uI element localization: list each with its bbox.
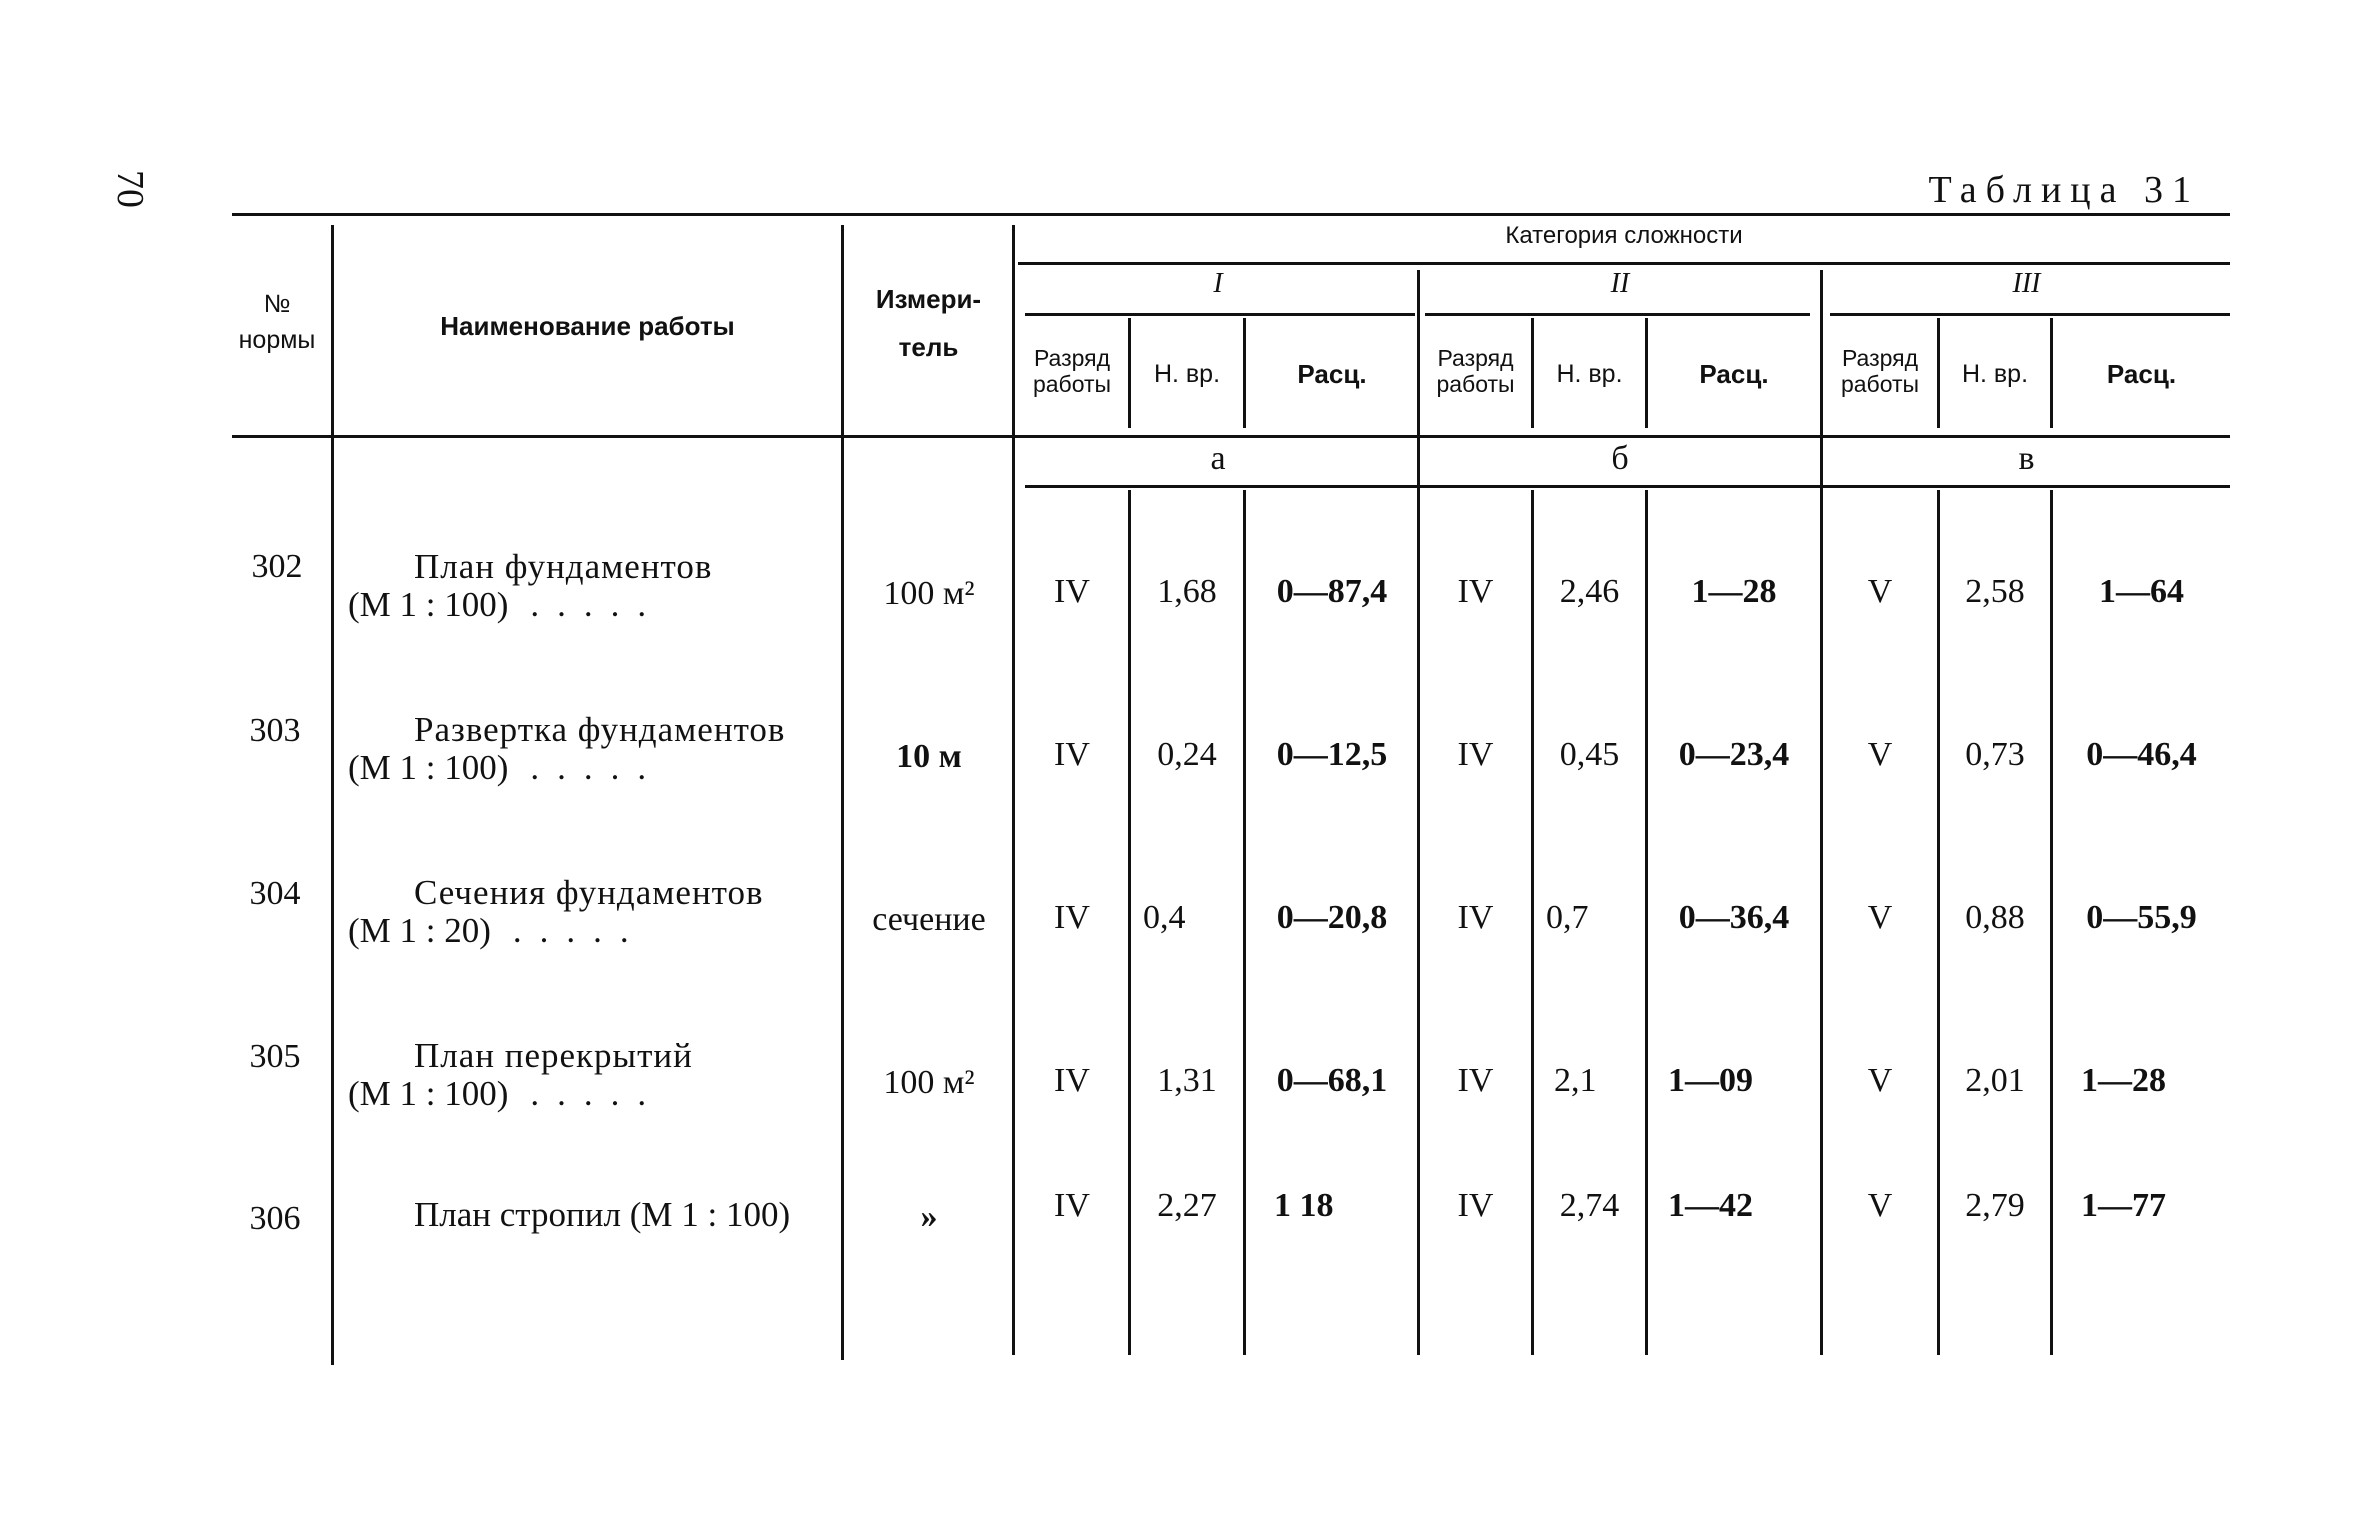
row-306-g1-time: 2,27 (1157, 1187, 1217, 1224)
row-302-g1-rate: 0—87,4 (1276, 573, 1388, 610)
group-letter-3: в (2018, 440, 2035, 477)
row-303-g3-time: 0,73 (1965, 736, 2025, 773)
row-305-g2-rate: 1—09 (1668, 1062, 1753, 1099)
row-302-name: План фундаментов (М 1 : 100) ..... (348, 547, 713, 624)
subheader-rule (1025, 485, 2230, 488)
row-302-no: 302 (251, 548, 303, 585)
row-304-name: Сечения фундаментов (М 1 : 20) ..... (348, 873, 764, 950)
col-rank-2: Разряд работы (1436, 345, 1515, 397)
row-305-g1-rate: 0—68,1 (1276, 1062, 1388, 1099)
group-letter-1: а (1210, 440, 1226, 477)
divider-unit-category (1012, 225, 1015, 1355)
row-305-no: 305 (249, 1038, 301, 1075)
row-306-g1-rate: 1 18 (1274, 1187, 1334, 1224)
row-305-g3-time: 2,01 (1965, 1062, 2025, 1099)
col-rank-3: Разряд работы (1840, 345, 1920, 397)
col-rate-2: Расц. (1699, 359, 1769, 389)
row-303-g2-rank: IV (1457, 736, 1494, 773)
row-304-g2-time: 0,7 (1546, 899, 1589, 936)
group-letter-2: б (1611, 440, 1629, 477)
group-rule-1 (1025, 313, 1415, 316)
row-305-g1-time: 1,31 (1157, 1062, 1217, 1099)
row-306-g3-time: 2,79 (1965, 1187, 2025, 1224)
row-304-no: 304 (249, 875, 301, 912)
group-roman-1: I (1213, 268, 1223, 299)
row-304-g3-rank: V (1867, 899, 1893, 936)
divider-name-unit (841, 225, 844, 1360)
col-time-3: Н. вр. (1961, 360, 2029, 388)
group-rule-3 (1830, 313, 2230, 316)
row-304-g3-rate: 0—55,9 (2086, 899, 2197, 936)
row-306-no: 306 (249, 1200, 301, 1237)
row-302-g1-time: 1,68 (1157, 573, 1217, 610)
col-time-1: Н. вр. (1153, 360, 1221, 388)
row-304-g1-rank: IV (1054, 899, 1090, 936)
row-303-g1-time: 0,24 (1157, 736, 1217, 773)
row-303-g2-time: 0,45 (1559, 736, 1620, 773)
col-rate-3: Расц. (2106, 359, 2177, 389)
table-title: Таблица 31 (1928, 169, 2200, 211)
group-roman-3: III (2012, 268, 2041, 299)
row-305-g2-rank: IV (1457, 1062, 1494, 1099)
header-category: Категория сложности (1505, 222, 1743, 249)
row-302-g2-rank: IV (1457, 573, 1494, 610)
row-305-unit: 100 м² (883, 1064, 975, 1101)
row-305-name: План перекрытий (М 1 : 100) ..... (348, 1036, 693, 1113)
row-303-name: Развертка фундаментов (М 1 : 100) ..... (348, 710, 786, 787)
header-bottom-rule (232, 435, 2230, 438)
row-303-g3-rate: 0—46,4 (2086, 736, 2197, 773)
row-306-g1-rank: IV (1054, 1187, 1090, 1224)
row-303-g1-rank: IV (1054, 736, 1090, 773)
divider-no-name (331, 225, 334, 1365)
row-304-g1-rate: 0—20,8 (1276, 899, 1388, 936)
row-303-no: 303 (249, 712, 301, 749)
row-305-g3-rate: 1—28 (2081, 1062, 2166, 1099)
row-304-g1-time: 0,4 (1143, 899, 1186, 936)
row-304-g3-time: 0,88 (1965, 899, 2025, 936)
row-305-g1-rank: IV (1054, 1062, 1090, 1099)
row-302-g3-rate: 1—64 (2099, 573, 2184, 610)
row-304-g2-rate: 0—36,4 (1678, 899, 1790, 936)
row-302-g2-time: 2,46 (1559, 573, 1620, 610)
category-rule (1018, 262, 2230, 265)
col-time-2: Н. вр. (1556, 360, 1623, 388)
col-rank-1: Разряд работы (1032, 345, 1112, 397)
col-rate-1: Расц. (1297, 359, 1367, 389)
row-306-g2-rank: IV (1457, 1187, 1494, 1224)
header-meter: Измери- тель (875, 284, 982, 362)
row-306-g2-time: 2,74 (1559, 1187, 1620, 1224)
row-306-g2-rate: 1—42 (1668, 1187, 1753, 1224)
row-304-g2-rank: IV (1457, 899, 1494, 936)
top-rule (232, 213, 2230, 216)
row-306-g3-rank: V (1867, 1187, 1893, 1224)
header-work-name: Наименование работы (440, 311, 735, 341)
row-305-g2-time: 2,1 (1554, 1062, 1597, 1099)
row-302-g3-rank: V (1867, 573, 1893, 610)
group-roman-2: II (1610, 268, 1630, 299)
page-number: 70 (109, 170, 151, 208)
row-306-name: План стропил (М 1 : 100) (414, 1195, 791, 1234)
row-303-g1-rate: 0—12,5 (1276, 736, 1388, 773)
row-303-g2-rate: 0—23,4 (1678, 736, 1790, 773)
row-302-g3-time: 2,58 (1965, 573, 2025, 610)
header-norm-no: № нормы (238, 290, 316, 354)
group-rule-2 (1425, 313, 1810, 316)
row-306-g3-rate: 1—77 (2081, 1187, 2166, 1224)
row-305-g3-rank: V (1867, 1062, 1893, 1099)
row-304-unit: сечение (872, 901, 986, 938)
row-302-g2-rate: 1—28 (1691, 573, 1777, 610)
row-303-g3-rank: V (1867, 736, 1893, 773)
row-302-g1-rank: IV (1054, 573, 1090, 610)
row-306-unit: » (920, 1198, 938, 1235)
row-303-unit: 10 м (896, 738, 962, 775)
row-302-unit: 100 м² (883, 575, 975, 612)
